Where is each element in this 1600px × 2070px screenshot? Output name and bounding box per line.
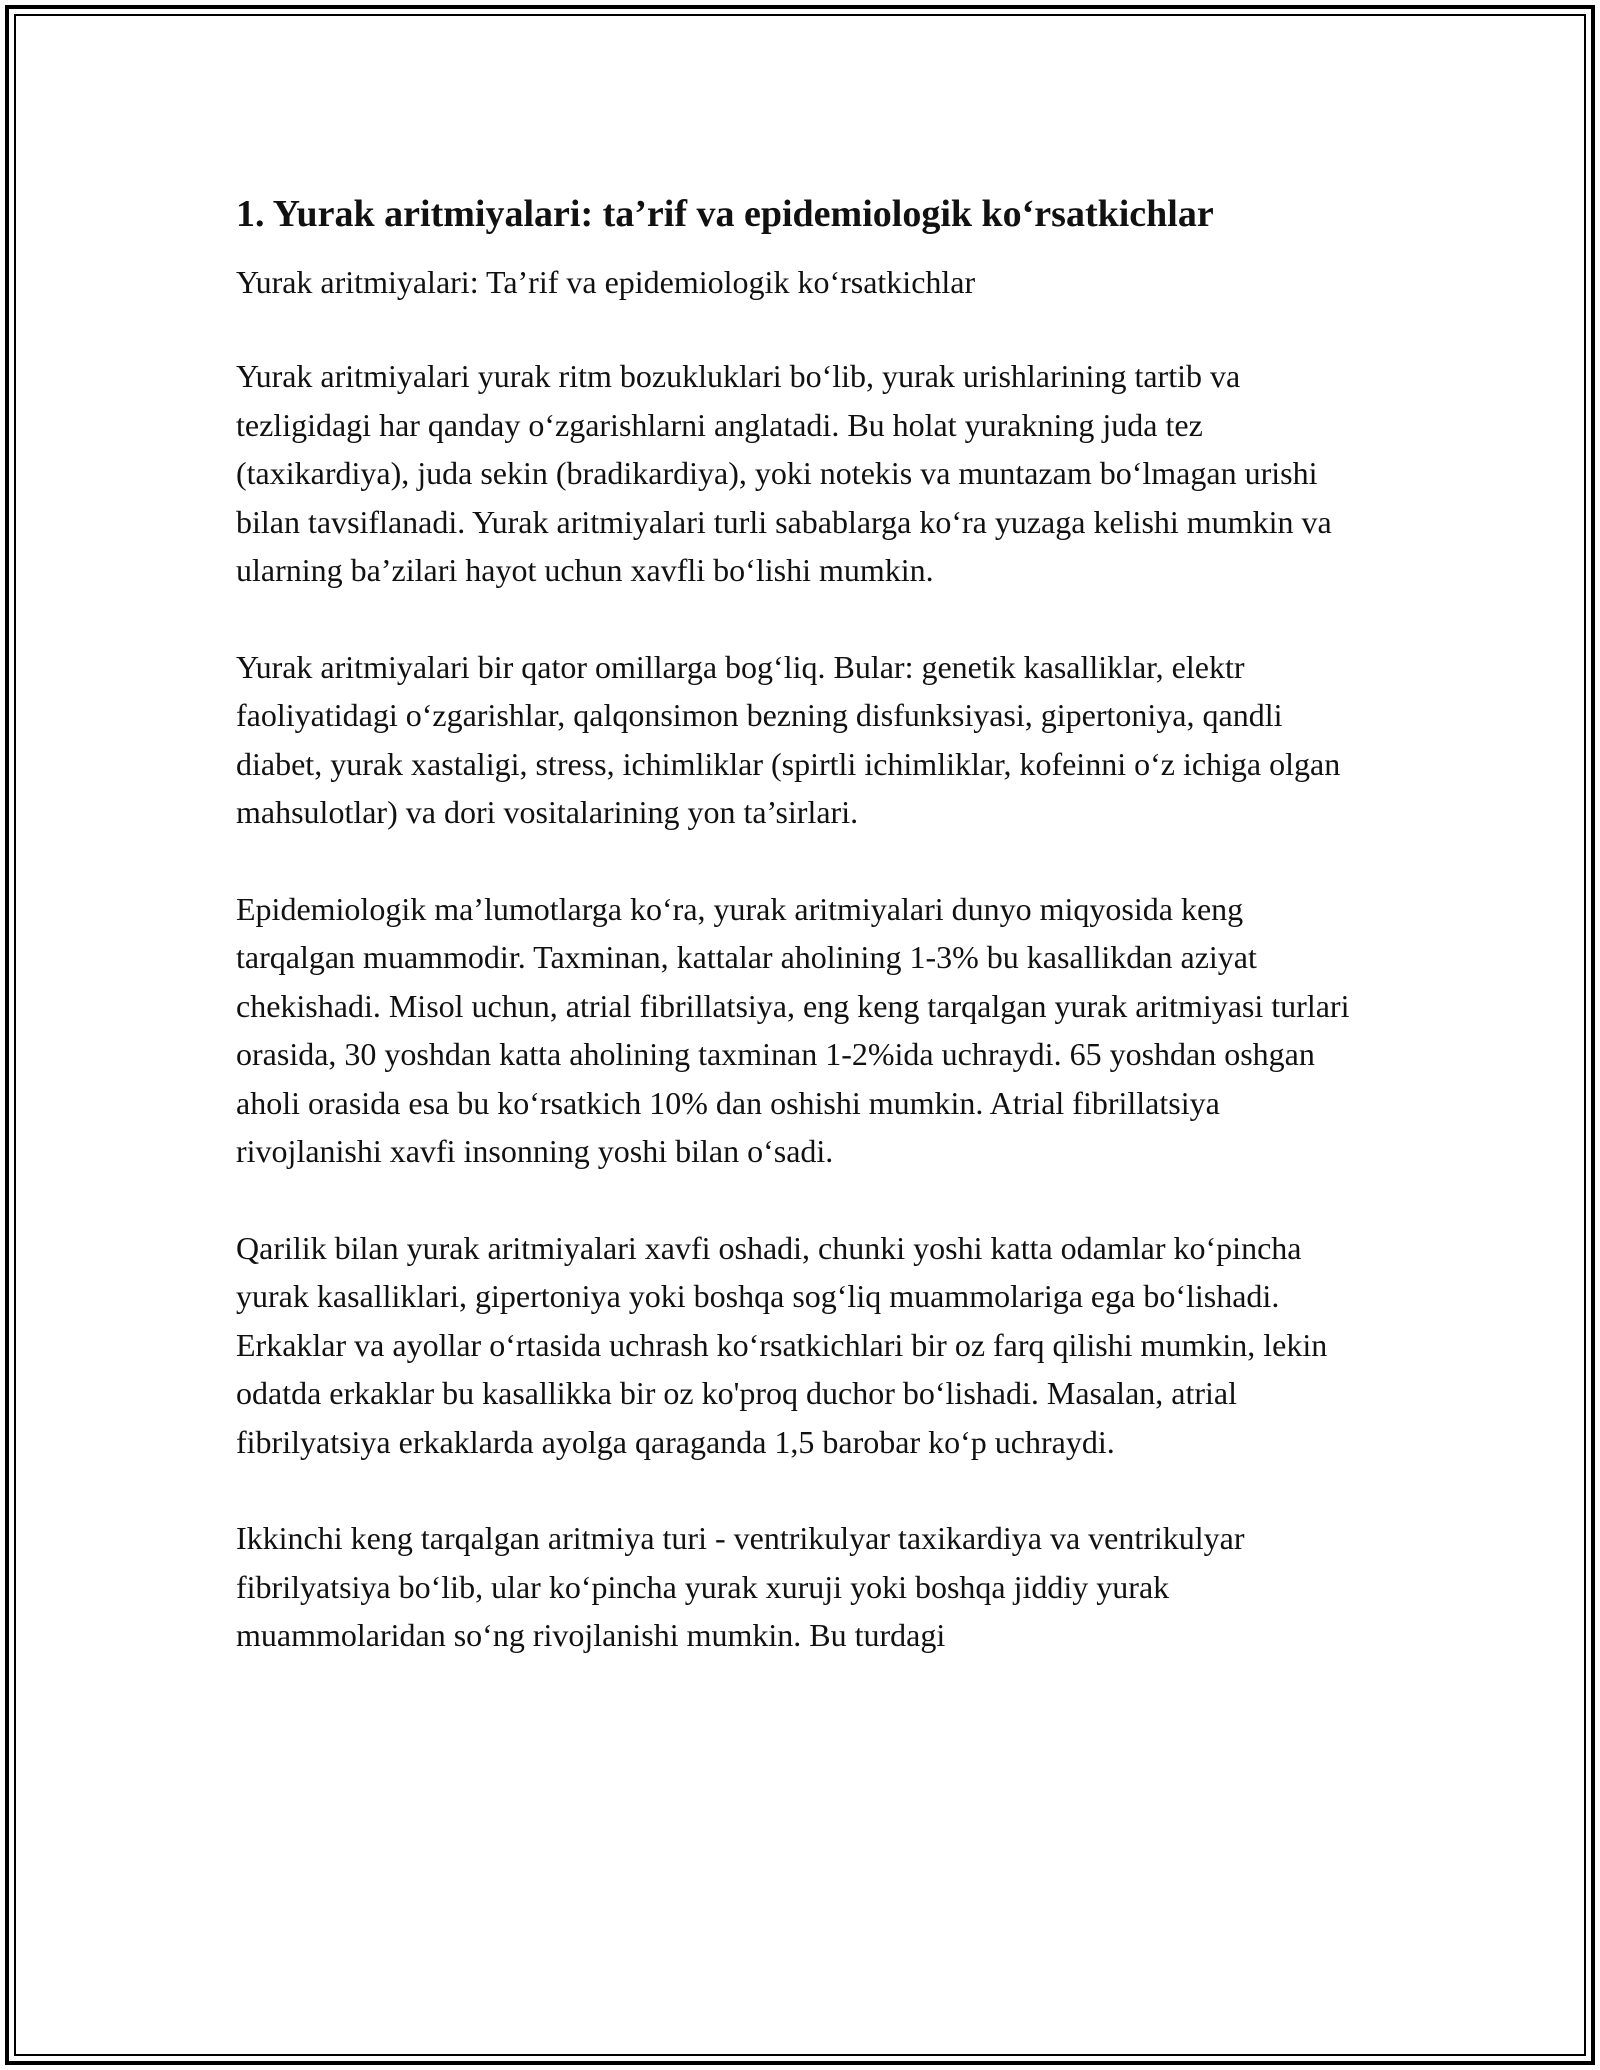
paragraph-definition: Yurak aritmiyalari yurak ritm bozukluklari boʻlib, yurak urishlarining tartib va tezligidagi har qanday oʻzgarishlarni anglatadi. Bu holat yurakning juda tez (taxikardiya), juda sekin (bradikardiya), yoki notekis va muntazam boʻlmagan urishi bilan tavsiflanadi. Yurak aritmiyalari turli sabablarga koʻra yuzaga kelishi mumkin va ularning ba’zilari hayot uchun xavfli boʻlishi mumkin. <box>236 358 1332 588</box>
paragraph-epidemiology: Epidemiologik ma’lumotlarga koʻra, yurak aritmiyalari dunyo miqyosida keng tarqalgan muammodir. Taxminan, kattalar aholining 1-3% bu kasallikdan aziyat chekishadi. Misol uchun, atrial fibrillatsiya, eng keng tarqalgan yurak aritmiyasi turlari orasida, 30 yoshdan katta aholining taxminan 1-2%ida uchraydi. 65 yoshdan oshgan aholi orasida esa bu koʻrsatkich 10% dan oshishi mumkin. Atrial fibrillatsiya rivojlanishi xavfi insonning yoshi bilan oʻsadi. <box>236 890 1350 1169</box>
section-heading: 1. Yurak aritmiyalari: ta’rif va epidemiologik koʻrsatkichlar <box>236 193 1214 235</box>
section-subheading: Yurak aritmiyalari: Ta’rif va epidemiologik koʻrsatkichlar <box>236 264 976 300</box>
document-body <box>236 188 1366 1660</box>
paragraph-risk-factors: Yurak aritmiyalari bir qator omillarga bogʻliq. Bular: genetik kasalliklar, elektr faoliyatidagi oʻzgarishlar, qalqonsimon bezning disfunksiyasi, gipertoniya, qandli diabet, yurak xastaligi, stress, ichimliklar (spirtli ichimliklar, kofeinni oʻz ichiga olgan mahsulotlar) va dori vositalarining yon ta’sirlari. <box>236 648 1341 830</box>
paragraph-ventricular: Ikkinchi keng tarqalgan aritmiya turi - ventrikulyar taxikardiya va ventrikulyar fibrilyatsiya boʻlib, ular koʻpincha yurak xuruji yoki boshqa jiddiy yurak muammolaridan soʻng rivojlanishi mumkin. Bu turdagi <box>236 1520 1245 1653</box>
paragraph-age-gender: Qarilik bilan yurak aritmiyalari xavfi oshadi, chunki yoshi katta odamlar koʻpincha yurak kasalliklari, gipertoniya yoki boshqa sogʻliq muammolariga ega boʻlishadi. Erkaklar va ayollar oʻrtasida uchrash koʻrsatkichlari bir oz farq qilishi mumkin, lekin odatda erkaklar bu kasallikka bir oz ko'proq duchor boʻlishadi. Masalan, atrial fibrilyatsiya erkaklarda ayolga qaraganda 1,5 barobar koʻp uchraydi. <box>236 1229 1328 1460</box>
